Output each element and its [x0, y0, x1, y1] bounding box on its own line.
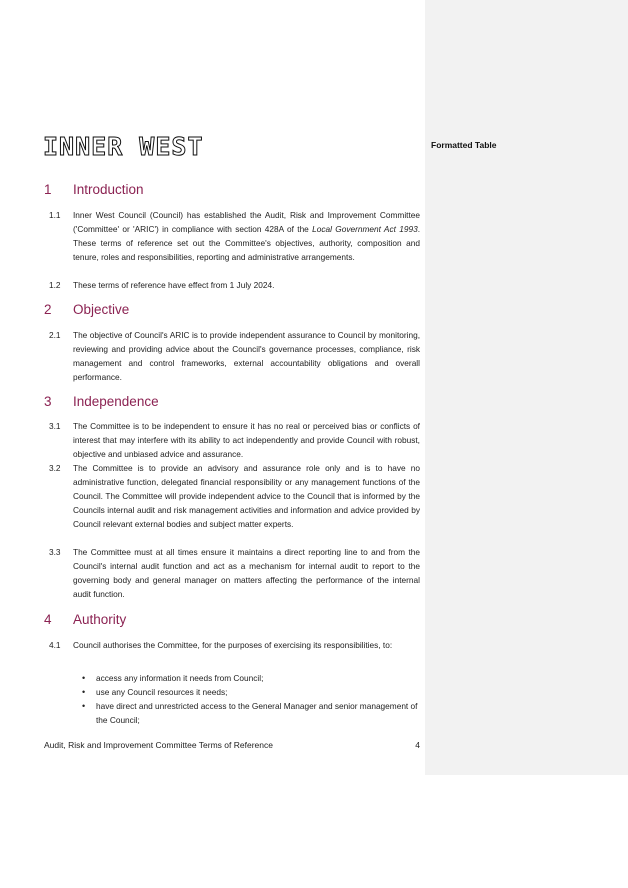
section-number: 3: [44, 394, 52, 409]
clause-4-1: [44, 638, 420, 652]
section-number: 4: [44, 612, 52, 627]
clause-number: 3.2: [49, 463, 61, 473]
inner-west-logo: [43, 134, 204, 160]
logo-text: INNER WEST: [43, 132, 204, 161]
clause-text: Council authorises the Committee, for the purposes of exercising its responsibilities, to:: [73, 640, 393, 650]
clause-text: The Committee is to provide an advisory and assurance role only and is to have no administrative function, delegated financial responsibility or any management functions of the Council. The Committee will provide independent advice to the Council that is informed by the Councils internal audit and risk management activities and information and advice provided by Council relevant external bodies and subject matter experts.: [73, 463, 420, 529]
clause-3-3: [44, 545, 420, 601]
page-number: 4: [415, 740, 420, 750]
section-number: 1: [44, 182, 52, 197]
authority-bullet-list: [96, 671, 420, 727]
clause-text: Inner West Council (Council) has established the Audit, Risk and Improvement Committee ('Committee' or 'ARIC') in compliance with section 428A of the Local Government Act 1993. These terms of reference set out the Committee's objectives, authority, composition and tenure, roles and responsibilities, reporting and administrative arrangements.: [73, 210, 420, 262]
clause-2-1: [44, 328, 420, 384]
clause-number: 4.1: [49, 640, 61, 650]
clause-3-2: [44, 461, 420, 531]
clause-text: The Committee is to be independent to ensure it has no real or perceived bias or conflicts of interest that may interfere with its ability to act independently and provide Council with robust, objective and unbiased advice and assurance.: [73, 421, 420, 459]
section-title: Authority: [73, 612, 127, 627]
clause-text: These terms of reference have effect from 1 July 2024.: [73, 280, 275, 290]
section-title: Objective: [73, 302, 130, 317]
clause-3-1: [44, 419, 420, 461]
section-heading-authority: [44, 612, 126, 628]
clause-number: 2.1: [49, 330, 61, 340]
section-heading-introduction: [44, 182, 144, 198]
page-footer: [44, 740, 420, 750]
list-item: • access any information it needs from Council;: [96, 671, 420, 685]
clause-text: The objective of Council's ARIC is to provide independent assurance to Council by monitoring, reviewing and providing advice about the Council's governance processes, compliance, risk management and control frameworks, external accountability obligations and overall performance.: [73, 330, 420, 382]
section-title: Independence: [73, 394, 159, 409]
clause-number: 3.3: [49, 547, 61, 557]
clause-1-2: [44, 278, 420, 292]
list-item: • use any Council resources it needs;: [96, 685, 420, 699]
comment-pane: [425, 0, 628, 775]
list-item: • have direct and unrestricted access to the General Manager and senior management of the Council;: [96, 699, 420, 727]
section-heading-objective: [44, 302, 129, 318]
comment-pane-title: Formatted Table: [431, 140, 497, 150]
clause-1-1: [44, 208, 420, 264]
clause-text: The Committee must at all times ensure it maintains a direct reporting line to and from the Council's internal audit function and act as a mechanism for internal audit to report to the governing body and general manager on matters affecting the performance of the internal audit function.: [73, 547, 420, 599]
section-title: Introduction: [73, 182, 144, 197]
footer-title: Audit, Risk and Improvement Committee Terms of Reference: [44, 740, 273, 750]
section-heading-independence: [44, 394, 159, 410]
clause-number: 1.1: [49, 210, 61, 220]
section-number: 2: [44, 302, 52, 317]
clause-number: 1.2: [49, 280, 61, 290]
clause-number: 3.1: [49, 421, 61, 431]
